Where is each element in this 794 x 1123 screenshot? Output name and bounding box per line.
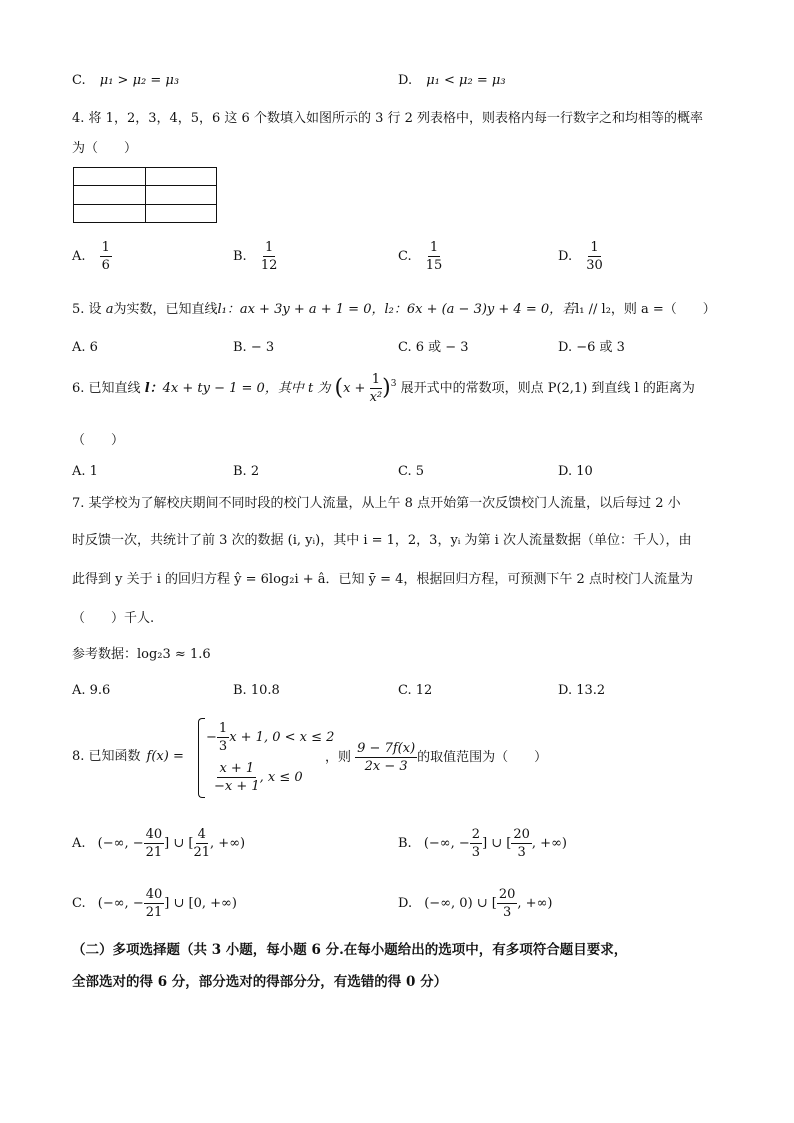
numerator: 40 (145, 887, 163, 902)
q7-reference-data: 参考数据：log₂3 ≈ 1.6 (72, 647, 211, 662)
interval-part: , +∞) (210, 836, 246, 851)
numerator: 20 (513, 827, 530, 842)
var-a: a (105, 302, 114, 317)
fraction (470, 828, 482, 859)
q3-option-d-expr: μ₁ < μ₂ = μ₃ (426, 73, 506, 88)
q7-stem-line4: （ ）千人. (72, 611, 155, 626)
q7-stem-line2: 时反馈一次，共统计了前 3 次的数据 (i, yᵢ)，其中 i = 1，2，3，yᵢ 为第 i 次人流量数据（单位：千人），由 (72, 533, 692, 548)
section2-heading-line2: 全部选对的得 6 分，部分选对的得部分分，有选错的得 0 分） (72, 974, 448, 990)
option-label: C. (398, 249, 412, 264)
numerator: 1 (371, 372, 380, 387)
denominator: 21 (145, 845, 163, 860)
interval-part: ] ∪ [0, +∞) (164, 896, 237, 911)
line-l1-equation: ：ax + 3y + a + 1 = 0， (226, 302, 385, 317)
q4-option-b (233, 241, 277, 272)
line-l: l： (144, 381, 163, 396)
fraction (586, 241, 603, 272)
numerator: 1 (429, 240, 439, 255)
interval-part: , +∞) (531, 836, 567, 851)
q8-prefix-text: 8. 已知函数 (72, 749, 141, 764)
q5-prefix: 5. 设 (72, 302, 102, 317)
case1-condition: x + 1, 0 < x ≤ 2 (229, 730, 335, 745)
line-l1: l₁ (217, 302, 227, 317)
binomial-x: x + (343, 381, 366, 396)
q6-paren: （ ） (72, 433, 125, 448)
minus-sign: − (206, 730, 217, 745)
q8-prefix (72, 750, 184, 763)
q3-option-d (398, 74, 506, 87)
denominator: 3 (503, 905, 512, 920)
q6-suffix: 展开式中的常数项，则点 P(2,1) 到直线 l 的距离为 (400, 381, 695, 396)
fraction (193, 828, 210, 859)
fraction (144, 828, 165, 859)
grid-cell (74, 168, 146, 186)
denominator: 3 (218, 739, 228, 754)
q5-option-d: D. −6 或 3 (558, 340, 625, 355)
numerator: 40 (145, 827, 163, 842)
denominator: 12 (260, 258, 278, 273)
denominator: −x + 1 (214, 779, 260, 794)
option-label: D. (398, 73, 413, 88)
interval-part: (−∞, − (97, 836, 144, 851)
line-l2: l₂ (384, 302, 394, 317)
fraction (497, 888, 518, 919)
q4-option-d (558, 241, 603, 272)
denominator: 3 (471, 845, 481, 860)
denominator: 15 (425, 258, 443, 273)
interval-part: ] ∪ [ (164, 836, 194, 851)
q8-suffix: 的取值范围为（ ） (417, 750, 548, 765)
section2-heading-line1: （二）多项选择题（共 3 小题，每小题 6 分.在每小题给出的选项中，有多项符合题目要求， (72, 942, 628, 958)
q8-option-c (72, 888, 237, 919)
q7-stem-line3: 此得到 y 关于 i 的回归方程 ŷ = 6log₂i + â．已知 ȳ = 4，根据回归方程，可预测下午 2 点时校门人流量为 (72, 572, 693, 587)
option-label: D. (558, 249, 573, 264)
numerator: 9 − 7f(x) (357, 741, 416, 756)
interval-part: ] ∪ [ (482, 836, 512, 851)
q5-option-b: B. − 3 (233, 340, 275, 355)
fraction (261, 241, 278, 272)
fraction (100, 241, 112, 272)
denominator: x² (369, 390, 383, 405)
denominator: 2x − 3 (364, 759, 408, 774)
interval-part: (−∞, − (97, 896, 144, 911)
interval-part: (−∞, 0) ∪ [ (424, 896, 497, 911)
q8-option-a (72, 828, 245, 859)
grid-cell (74, 204, 146, 222)
q3-option-c-expr: μ₁ > μ₂ = μ₃ (99, 73, 180, 88)
q5-condition: l₁ // l₂，则 a =（ ） (575, 302, 716, 317)
option-label: C. (72, 896, 86, 911)
q7-option-a: A. 9.6 (72, 683, 111, 698)
paren-close: ) (382, 375, 391, 401)
q7-option-d: D. 13.2 (558, 683, 606, 698)
q6-option-d: D. 10 (558, 464, 593, 479)
q5-stem (72, 303, 716, 316)
denominator: 6 (101, 258, 110, 273)
q6-option-b: B. 2 (233, 464, 260, 479)
grid-cell (145, 186, 217, 204)
q8-case2 (214, 762, 303, 793)
option-label: B. (233, 249, 247, 264)
numerator: 4 (197, 827, 206, 842)
numerator: 1 (264, 240, 274, 255)
exponent: 3 (390, 379, 397, 389)
q7-stem-line1: 7. 某学校为了解校庆期间不同时段的校门人流量，从上午 8 点开始第一次反馈校门人流量，以后每过 2 小 (72, 496, 681, 511)
fraction (214, 762, 260, 793)
fraction (511, 828, 532, 859)
numerator: 20 (498, 887, 516, 902)
q8-mid: ，则 (325, 750, 352, 765)
interval-part: (−∞, − (423, 836, 470, 851)
q6-stem (72, 373, 695, 404)
interval-part: , +∞) (517, 896, 553, 911)
grid-cell (74, 186, 146, 204)
q5-option-a: A. 6 (72, 340, 98, 355)
denominator: 21 (145, 905, 163, 920)
numerator: 2 (471, 827, 481, 842)
option-label: B. (398, 836, 412, 851)
fraction (370, 373, 383, 404)
fraction (217, 722, 229, 753)
q4-option-a (72, 241, 112, 272)
option-label: D. (398, 896, 413, 911)
q7-option-b: B. 10.8 (233, 683, 280, 698)
numerator: 1 (590, 240, 599, 255)
q6-option-a: A. 1 (72, 464, 98, 479)
option-label: A. (72, 836, 86, 851)
option-label: C. (72, 73, 86, 88)
numerator: 1 (218, 721, 228, 736)
q4-stem-line1: 4. 将 1，2，3，4，5，6 这 6 个数填入如图所示的 3 行 2 列表格中，则表格内每一行数字之和均相等的概率 (72, 111, 704, 126)
denominator: 30 (586, 258, 603, 273)
fraction (355, 742, 417, 773)
option-label: A. (72, 249, 86, 264)
grid-cell (145, 204, 217, 222)
denominator: 21 (193, 845, 211, 860)
q8-expression (325, 742, 547, 773)
q6-option-c: C. 5 (398, 464, 425, 479)
q6-prefix: 6. 已知直线 (72, 381, 141, 396)
q8-option-b (398, 828, 567, 859)
q4-stem-line2: 为（ ） (72, 141, 138, 156)
line-l2-equation: ：6x + (a − 3)y + 4 = 0，若 (393, 302, 576, 317)
piecewise-brace (198, 718, 205, 798)
q7-option-c: C. 12 (398, 683, 433, 698)
case2-condition: , x ≤ 0 (259, 770, 303, 785)
function-f: f(x) = (146, 749, 184, 764)
grid-cell (145, 168, 217, 186)
line-l-equation: 4x + ty − 1 = 0，其中 t 为 (162, 381, 331, 396)
numerator: x + 1 (219, 761, 255, 776)
q4-option-c (398, 241, 442, 272)
q3-option-c (72, 74, 179, 87)
denominator: 3 (517, 845, 526, 860)
numerator: 1 (101, 240, 110, 255)
paren-open: ( (334, 375, 344, 401)
q8-case1 (206, 722, 334, 753)
q5-option-c: C. 6 或 − 3 (398, 340, 469, 355)
q8-option-d (398, 888, 552, 919)
fraction (426, 241, 443, 272)
q5-mid: 为实数，已知直线 (113, 302, 218, 317)
q4-table-grid (73, 167, 217, 223)
fraction (144, 888, 165, 919)
